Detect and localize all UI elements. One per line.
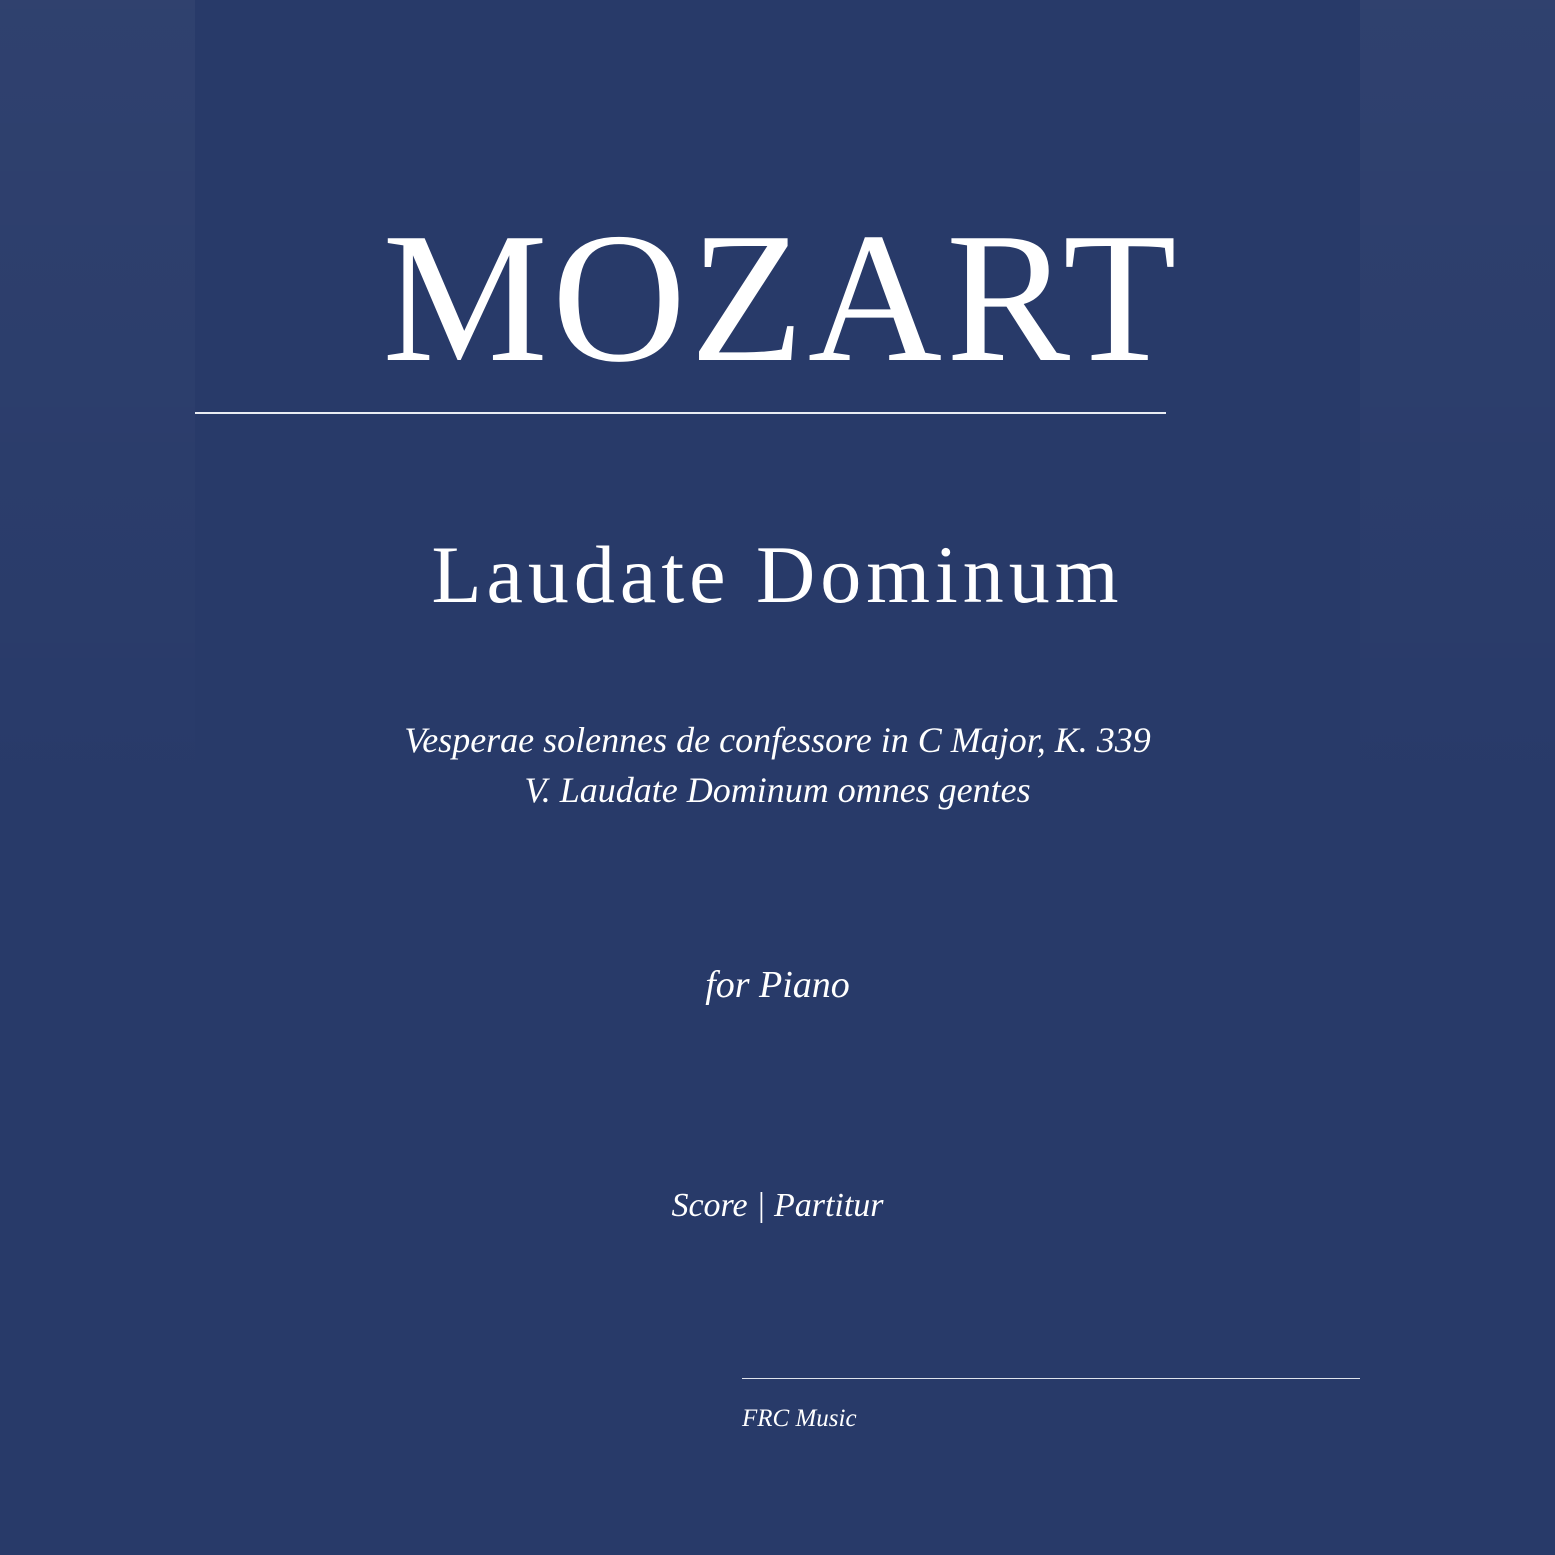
instrumentation: for Piano [705, 964, 850, 1006]
bottom-divider [742, 1378, 1360, 1379]
composer-name: MOZART [382, 195, 1181, 401]
publisher-name: FRC Music [742, 1405, 857, 1432]
piece-title: Laudate Dominum [431, 529, 1124, 620]
left-side-panel [0, 0, 195, 820]
right-side-panel [1360, 0, 1555, 820]
work-subtitle-line-2: V. Laudate Dominum omnes gentes [524, 770, 1031, 810]
edition-type: Score | Partitur [671, 1187, 884, 1224]
top-divider [195, 412, 1166, 414]
work-subtitle-line-1: Vesperae solennes de confessore in C Major, K. 339 [404, 720, 1151, 760]
